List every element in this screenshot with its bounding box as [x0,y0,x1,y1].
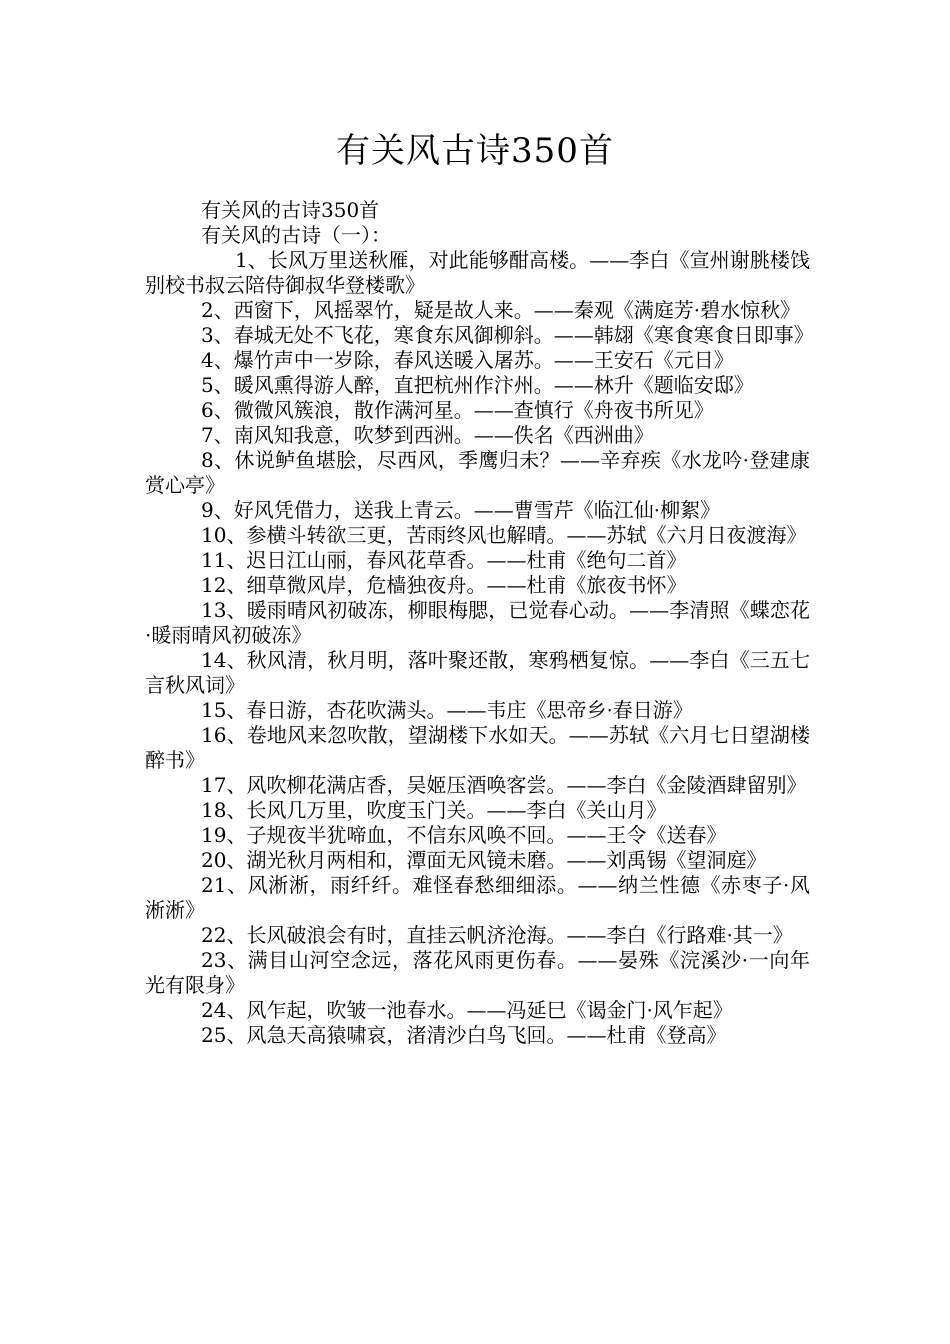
poem-line: 16、卷地风来忽吹散，望湖楼下水如天。——苏轼《六月七日望湖楼醉书》 [145,723,810,772]
poem-line: 6、微微风簇浪，散作满河星。——查慎行《舟夜书所见》 [201,398,714,422]
poem-line: 1、长风万里送秋雁，对此能够酣高楼。——李白《宣州谢朓楼饯别校书叔云陪侍御叔华登楼歌》 [145,248,810,297]
poem-line: 2、西窗下，风摇翠竹，疑是故人来。——秦观《满庭芳·碧水惊秋》 [201,298,801,322]
poem-line: 4、爆竹声中一岁除，春风送暖入屠苏。——王安石《元日》 [201,348,734,372]
poem-line: 13、暖雨晴风初破冻，柳眼梅腮，已觉春心动。——李清照《蝶恋花·暖雨晴风初破冻》 [145,598,810,647]
intro-line: 有关风的古诗（一）： [201,223,391,247]
poem-line: 25、风急天高猿啸哀，渚清沙白鸟飞回。——杜甫《登高》 [201,1023,727,1047]
poem-line: 10、参横斗转欲三更，苦雨终风也解晴。——苏轼《六月日夜渡海》 [201,523,807,547]
poem-line: 17、风吹柳花满店香，吴姬压酒唤客尝。——李白《金陵酒肆留别》 [201,773,807,797]
poem-line: 23、满目山河空念远，落花风雨更伤春。——晏殊《浣溪沙·一向年光有限身》 [145,948,810,997]
poem-line: 5、暖风熏得游人醉，直把杭州作汴州。——林升《题临安邸》 [201,373,754,397]
poem-line: 21、风淅淅，雨纤纤。难怪春愁细细添。——纳兰性德《赤枣子·风淅淅》 [145,873,810,922]
poem-line: 18、长风几万里，吹度玉门关。——李白《关山月》 [201,798,667,822]
poem-line: 15、春日游，杏花吹满头。——韦庄《思帝乡·春日游》 [201,698,693,722]
poem-line: 9、好风凭借力，送我上青云。——曹雪芹《临江仙·柳絮》 [201,498,721,522]
poem-line: 24、风乍起，吹皱一池春水。——冯延巳《谒金门·风乍起》 [201,998,733,1022]
poem-line: 8、休说鲈鱼堪脍，尽西风，季鹰归未？——辛弃疾《水龙吟·登建康赏心亭》 [145,448,810,497]
poem-line: 12、细草微风岸，危樯独夜舟。——杜甫《旅夜书怀》 [201,573,687,597]
document-body [145,198,814,1048]
poem-line: 19、子规夜半犹啼血，不信东风唤不回。——王令《送春》 [201,823,727,847]
poem-line: 14、秋风清，秋月明，落叶聚还散，寒鸦栖复惊。——李白《三五七言秋风词》 [145,648,810,697]
poem-line: 7、南风知我意，吹梦到西洲。——佚名《西洲曲》 [201,423,654,447]
page-title: 有关风古诗350首 [336,131,614,171]
poem-line: 3、春城无处不飞花，寒食东风御柳斜。——韩翃《寒食寒食日即事》 [201,323,814,347]
poem-line: 20、湖光秋月两相和，潭面无风镜未磨。——刘禹锡《望洞庭》 [201,848,767,872]
poem-line: 22、长风破浪会有时，直挂云帆济沧海。——李白《行路难·其一》 [201,923,793,947]
intro-line: 有关风的古诗350首 [201,198,380,222]
poem-line: 11、迟日江山丽，春风花草香。——杜甫《绝句二首》 [201,548,687,572]
